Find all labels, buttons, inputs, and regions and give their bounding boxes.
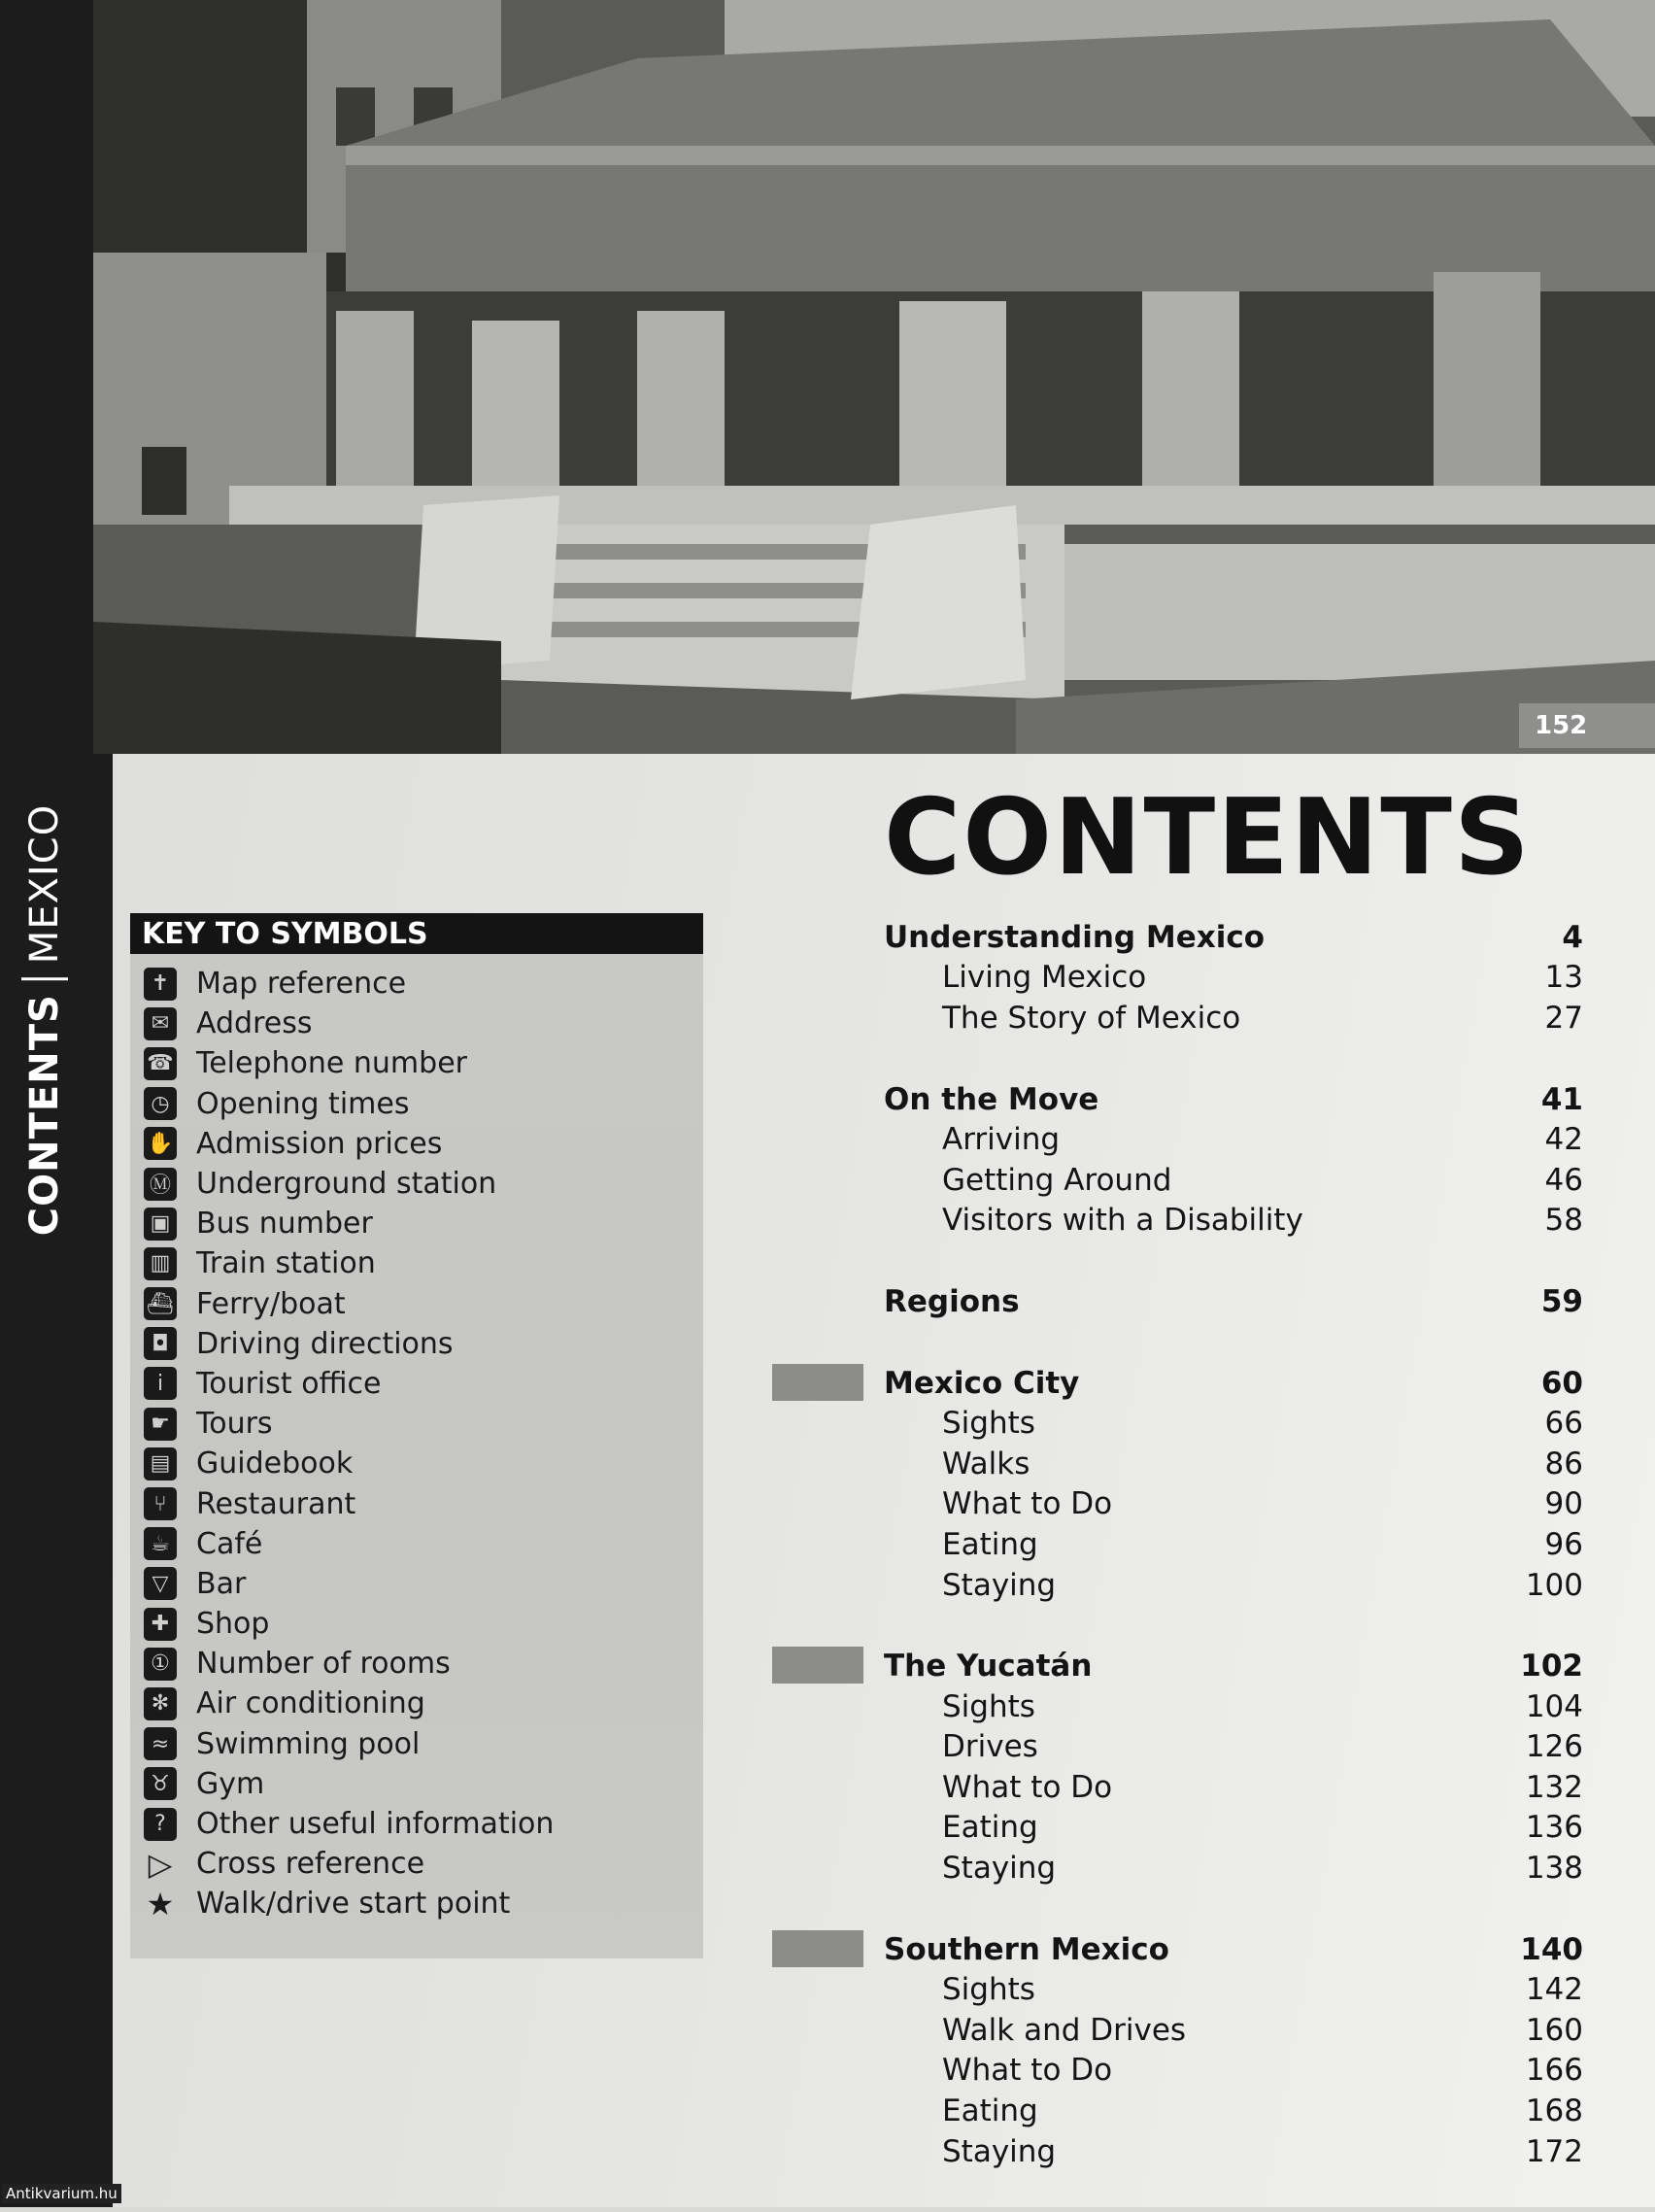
toc-entry-label: What to Do	[942, 2053, 1113, 2089]
toc-section-page: 140	[1520, 1931, 1583, 1967]
gift-icon: ✚	[144, 1608, 177, 1641]
key-item-label: Opening times	[196, 1086, 410, 1121]
toc-entry-label: Eating	[942, 2093, 1038, 2129]
key-list	[130, 954, 703, 1924]
key-item	[144, 1684, 703, 1723]
key-item-label: Driving directions	[196, 1326, 454, 1361]
key-item	[144, 1084, 703, 1124]
region-color-swatch	[772, 1647, 863, 1684]
key-item	[144, 1324, 703, 1364]
toc-entry-page: 58	[1544, 1203, 1583, 1239]
cutlery-icon: ⑂	[144, 1487, 177, 1520]
toc-entry-label: Drives	[942, 1729, 1038, 1765]
key-item	[144, 1243, 703, 1283]
toc-entry[interactable]	[884, 2051, 1583, 2092]
key-item	[144, 1604, 703, 1644]
toc-entry-page: 172	[1525, 2133, 1583, 2169]
key-item-label: Gym	[196, 1766, 265, 1801]
toc-section-heading[interactable]	[884, 1646, 1583, 1686]
train-icon: ▥	[144, 1247, 177, 1280]
toc-entry[interactable]	[884, 958, 1583, 999]
toc-entry-label: What to Do	[942, 1486, 1113, 1522]
toc-section	[884, 1079, 1583, 1241]
address-icon: ✉	[144, 1007, 177, 1040]
key-item-label: Address	[196, 1006, 313, 1041]
ruins-photo	[93, 0, 1655, 754]
toc-entry-label: What to Do	[942, 1769, 1113, 1805]
toc-entry-label: Staying	[942, 1851, 1057, 1887]
toc-entry-page: 166	[1525, 2053, 1583, 2089]
key-item	[144, 1364, 703, 1404]
ruins-illustration	[93, 0, 1655, 754]
toc-section-title: The Yucatán	[884, 1649, 1093, 1685]
toc-entry-page: 86	[1544, 1446, 1583, 1481]
toc-entry-page: 142	[1525, 1972, 1583, 2008]
toc-entry-page: 46	[1544, 1162, 1583, 1198]
toc-entry[interactable]	[884, 998, 1583, 1038]
toc-entry-label: Sights	[942, 1972, 1035, 2008]
key-item-label: Number of rooms	[196, 1647, 451, 1682]
toc-entry[interactable]	[884, 1201, 1583, 1242]
toc-section-page: 41	[1540, 1081, 1583, 1117]
map-reference-icon: ✝	[144, 968, 177, 1001]
toc-section	[884, 1363, 1583, 1606]
spine-bar-lower	[93, 754, 113, 2207]
toc-section-page: 60	[1540, 1365, 1583, 1401]
key-item	[144, 1204, 703, 1243]
key-item	[144, 1844, 703, 1884]
swimmer-icon: ≈	[144, 1727, 177, 1760]
key-item	[144, 1644, 703, 1684]
key-item	[144, 964, 703, 1004]
toc-entry-label: Eating	[942, 1526, 1038, 1562]
fan-icon: ✻	[144, 1687, 177, 1720]
telephone-icon: ☎	[144, 1047, 177, 1080]
toc-entry[interactable]	[884, 2010, 1583, 2051]
key-item	[144, 1404, 703, 1444]
toc-section-heading[interactable]	[884, 1079, 1583, 1120]
toc-section	[884, 1281, 1583, 1322]
toc-section-title: Regions	[884, 1283, 1020, 1319]
key-item	[144, 1164, 703, 1204]
spine-section: CONTENTS	[22, 994, 67, 1237]
spine-country: MEXICO	[22, 803, 67, 965]
toc-entry-label: Staying	[942, 1567, 1057, 1603]
key-item-label: Bus number	[196, 1207, 373, 1242]
key-item-label: Telephone number	[196, 1046, 467, 1081]
spine-divider	[21, 977, 68, 980]
toc-section-page: 102	[1520, 1649, 1583, 1685]
toc-entry-page: 90	[1544, 1486, 1583, 1522]
pointing-hand-icon: ☛	[144, 1408, 177, 1441]
toc-entry-page: 100	[1525, 1567, 1583, 1603]
toc-entry[interactable]	[884, 1969, 1583, 2010]
page-title: CONTENTS	[884, 777, 1532, 899]
weights-icon: ♉	[144, 1767, 177, 1800]
toc-entry[interactable]	[884, 1524, 1583, 1565]
toc-entry-page: 42	[1544, 1122, 1583, 1158]
key-item-label: Guidebook	[196, 1446, 354, 1481]
toc-entry-page: 160	[1525, 2012, 1583, 2048]
toc-section-heading[interactable]	[884, 1281, 1583, 1322]
toc-entry-label: Getting Around	[942, 1162, 1172, 1198]
key-item-label: Shop	[196, 1607, 270, 1642]
toc-entry[interactable]	[884, 1119, 1583, 1160]
toc-entry-label: Visitors with a Disability	[942, 1203, 1303, 1239]
key-item	[144, 1884, 703, 1923]
key-item	[144, 1524, 703, 1564]
toc-entry[interactable]	[884, 1848, 1583, 1889]
hand-icon: ✋	[144, 1127, 177, 1160]
key-item	[144, 1043, 703, 1083]
toc-section-page: 59	[1540, 1283, 1583, 1319]
key-item-label: Underground station	[196, 1167, 497, 1202]
toc-entry-label: Living Mexico	[942, 960, 1147, 996]
cup-icon: ☕	[144, 1527, 177, 1560]
question-icon: ?	[144, 1808, 177, 1841]
toc-entry[interactable]	[884, 1444, 1583, 1484]
car-icon: ◘	[144, 1327, 177, 1360]
key-item-label: Café	[196, 1526, 263, 1561]
star-icon: ★	[146, 1885, 175, 1923]
region-color-swatch	[772, 1930, 863, 1967]
toc-entry[interactable]	[884, 1808, 1583, 1849]
toc-section-page: 4	[1562, 919, 1583, 955]
toc-entry-label: Walk and Drives	[942, 2012, 1187, 2048]
toc-entry-page: 168	[1525, 2093, 1583, 2129]
toc-entry-page: 126	[1525, 1729, 1583, 1765]
toc-entry-page: 27	[1544, 1000, 1583, 1036]
key-item	[144, 1483, 703, 1523]
toc-entry-page: 132	[1525, 1769, 1583, 1805]
toc-entry[interactable]	[884, 1565, 1583, 1606]
key-item-label: Admission prices	[196, 1126, 443, 1161]
key-heading: KEY TO SYMBOLS	[130, 913, 703, 954]
toc-entry-page: 104	[1525, 1688, 1583, 1724]
key-item	[144, 1764, 703, 1804]
toc-entry-page: 66	[1544, 1406, 1583, 1442]
toc-section	[884, 917, 1583, 1038]
key-item-label: Tours	[196, 1407, 273, 1442]
key-item-label: Walk/drive start point	[196, 1887, 511, 1922]
toc-section-title: Understanding Mexico	[884, 919, 1266, 955]
rooms-icon: ①	[144, 1648, 177, 1681]
book-icon: ▤	[144, 1447, 177, 1480]
key-item-label: Cross reference	[196, 1847, 425, 1882]
toc-entry-label: Arriving	[942, 1122, 1061, 1158]
underground-icon: Ⓜ	[144, 1168, 177, 1201]
toc-entry[interactable]	[884, 1767, 1583, 1808]
toc-section-heading[interactable]	[884, 1363, 1583, 1404]
key-item-label: Restaurant	[196, 1486, 356, 1521]
key-item-label: Air conditioning	[196, 1686, 425, 1721]
toc-section-title: Southern Mexico	[884, 1931, 1169, 1967]
toc-section-title: On the Move	[884, 1081, 1099, 1117]
ferry-icon: ⛴	[144, 1287, 177, 1320]
key-item	[144, 1444, 703, 1483]
toc-entry-label: Staying	[942, 2133, 1057, 2169]
toc-entry-label: Sights	[942, 1406, 1035, 1442]
toc-entry[interactable]	[884, 1727, 1583, 1768]
key-item	[144, 1804, 703, 1844]
key-item-label: Bar	[196, 1566, 247, 1601]
toc-section-title: Mexico City	[884, 1365, 1080, 1401]
region-color-swatch	[772, 1364, 863, 1401]
toc-section	[884, 1929, 1583, 2172]
toc-entry-label: Eating	[942, 1810, 1038, 1846]
bus-icon: ▣	[144, 1208, 177, 1241]
key-item-label: Map reference	[196, 967, 407, 1002]
toc-entry[interactable]	[884, 2131, 1583, 2172]
toc-entry-label: Sights	[942, 1688, 1035, 1724]
toc-section	[884, 1646, 1583, 1889]
toc-entry[interactable]	[884, 1686, 1583, 1727]
clock-icon: ◷	[144, 1087, 177, 1120]
page-number: 152	[1519, 703, 1655, 748]
toc-entry[interactable]	[884, 1403, 1583, 1444]
key-item-label: Tourist office	[196, 1366, 382, 1401]
toc-entry[interactable]	[884, 1484, 1583, 1525]
toc-entry-page: 13	[1544, 960, 1583, 996]
key-item-label: Train station	[196, 1246, 376, 1281]
key-item	[144, 1004, 703, 1043]
toc-section-heading[interactable]	[884, 917, 1583, 958]
toc-entry-page: 96	[1544, 1526, 1583, 1562]
toc-entry-page: 138	[1525, 1851, 1583, 1887]
info-icon: i	[144, 1367, 177, 1400]
triangle-right-icon: ▷	[148, 1845, 173, 1883]
key-item	[144, 1124, 703, 1164]
watermark: Antikvarium.hu	[2, 2184, 121, 2203]
key-item-label: Ferry/boat	[196, 1286, 346, 1321]
key-item	[144, 1284, 703, 1324]
key-to-symbols	[130, 913, 703, 1958]
glass-icon: ▽	[144, 1567, 177, 1600]
toc-entry-label: Walks	[942, 1446, 1030, 1481]
key-item-label: Other useful information	[196, 1807, 555, 1842]
toc-entry-page: 136	[1525, 1810, 1583, 1846]
toc-entry-label: The Story of Mexico	[942, 1000, 1241, 1036]
toc-section-heading[interactable]	[884, 1929, 1583, 1970]
key-item-label: Swimming pool	[196, 1726, 421, 1761]
toc-entry[interactable]	[884, 1160, 1583, 1201]
spine-label	[21, 804, 68, 1236]
toc-entry[interactable]	[884, 2091, 1583, 2131]
key-item	[144, 1564, 703, 1604]
key-item	[144, 1724, 703, 1764]
table-of-contents	[884, 917, 1583, 2212]
